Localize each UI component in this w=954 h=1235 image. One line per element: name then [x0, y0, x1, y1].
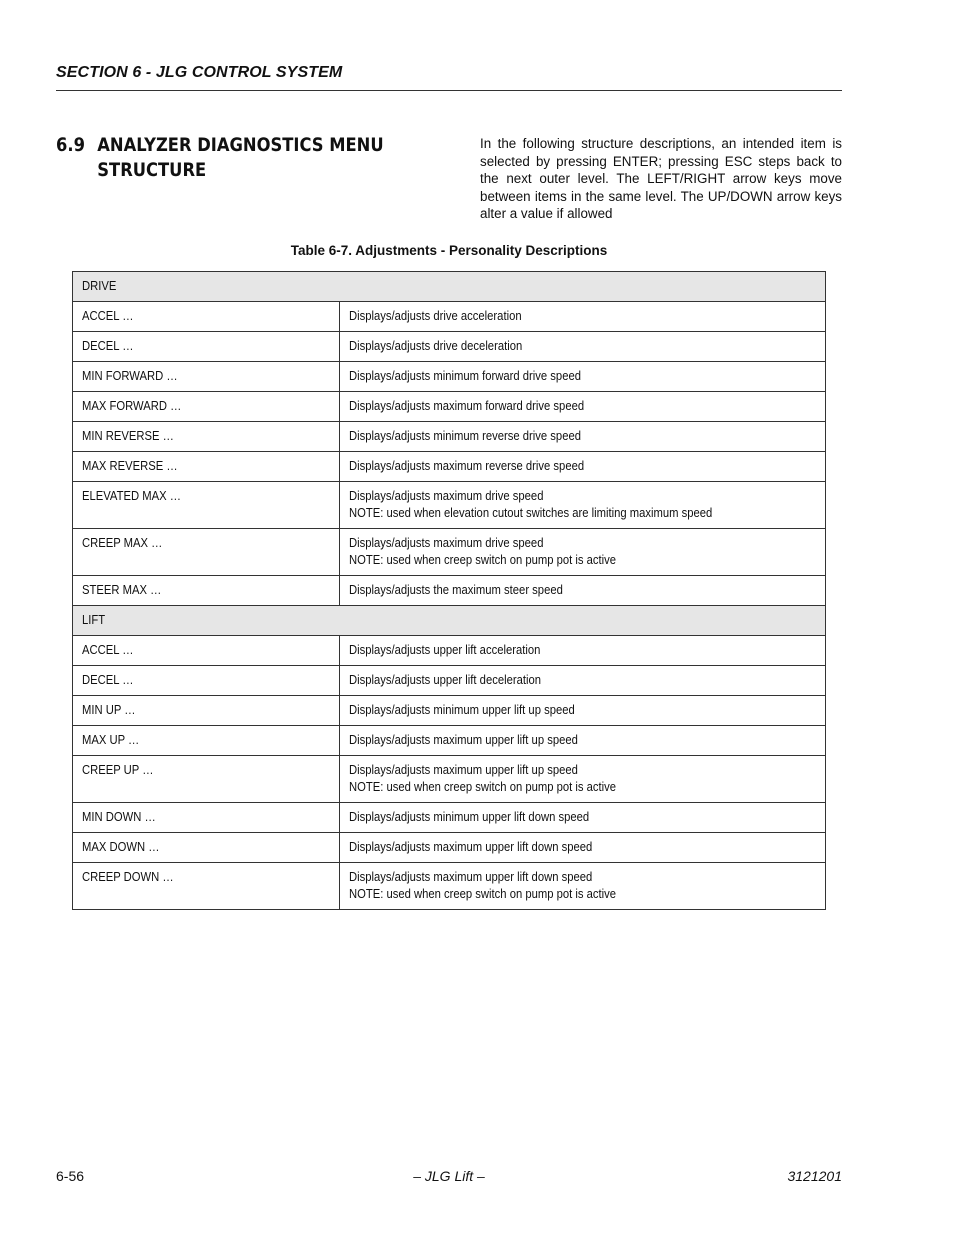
section-title: SECTION 6 - JLG CONTROL SYSTEM	[56, 64, 343, 81]
item-name: MIN FORWARD …	[82, 369, 178, 383]
item-description: Displays/adjusts maximum reverse drive speed	[349, 459, 585, 473]
item-description: Displays/adjusts the maximum steer speed	[349, 583, 563, 597]
section-heading	[56, 133, 400, 183]
item-description: Displays/adjusts minimum reverse drive speed	[349, 429, 581, 443]
table-row	[73, 422, 826, 452]
table-row	[73, 576, 826, 606]
section-header	[56, 64, 842, 91]
group-row-lift	[73, 606, 826, 636]
heading-line1: ANALYZER DIAGNOSTICS MENU	[97, 134, 384, 156]
table-row	[73, 392, 826, 422]
item-name: MIN DOWN …	[82, 810, 156, 824]
item-description: Displays/adjusts upper lift deceleration	[349, 673, 541, 687]
heading-line2: STRUCTURE	[97, 159, 207, 181]
table-row	[73, 863, 826, 910]
table-row	[73, 362, 826, 392]
item-description: Displays/adjusts minimum upper lift up speed	[349, 703, 575, 717]
adjustments-table-body	[73, 272, 826, 910]
item-name: CREEP DOWN …	[82, 870, 174, 884]
item-note: NOTE: used when creep switch on pump pot is active	[349, 887, 617, 901]
item-description: Displays/adjusts maximum upper lift up speed	[349, 733, 578, 747]
table-row	[73, 482, 826, 529]
group-row-drive	[73, 272, 826, 302]
heading-number: 6.9	[56, 134, 85, 156]
item-note: NOTE: used when elevation cutout switches are limiting maximum speed	[349, 506, 713, 520]
item-name: MIN UP …	[82, 703, 136, 717]
table-row	[73, 833, 826, 863]
item-name: MIN REVERSE …	[82, 429, 174, 443]
item-name: MAX FORWARD …	[82, 399, 182, 413]
item-name: DECEL …	[82, 339, 134, 353]
group-label-drive: DRIVE	[73, 272, 826, 302]
table-row	[73, 726, 826, 756]
item-name: ELEVATED MAX …	[82, 489, 181, 503]
item-name: MAX UP …	[82, 733, 140, 747]
page-number: 6-56	[56, 1168, 85, 1184]
table-row	[73, 666, 826, 696]
item-description: Displays/adjusts drive deceleration	[349, 339, 523, 353]
item-name: MAX REVERSE …	[82, 459, 178, 473]
item-name: CREEP UP …	[82, 763, 154, 777]
table-row	[73, 332, 826, 362]
table-row	[73, 696, 826, 726]
group-label-lift: LIFT	[73, 606, 826, 636]
table-row	[73, 636, 826, 666]
item-description: Displays/adjusts minimum upper lift down speed	[349, 810, 590, 824]
table-row	[73, 302, 826, 332]
table-row	[73, 756, 826, 803]
item-name: ACCEL …	[82, 643, 134, 657]
item-description: Displays/adjusts drive acceleration	[349, 309, 522, 323]
item-name: DECEL …	[82, 673, 134, 687]
item-name: MAX DOWN …	[82, 840, 160, 854]
item-name: CREEP MAX …	[82, 536, 163, 550]
table-row	[73, 452, 826, 482]
item-description: Displays/adjusts maximum drive speed	[349, 489, 544, 503]
adjustments-table	[72, 271, 826, 910]
item-description: Displays/adjusts maximum forward drive speed	[349, 399, 585, 413]
item-description: Displays/adjusts maximum upper lift down speed	[349, 840, 593, 854]
item-note: NOTE: used when creep switch on pump pot is active	[349, 553, 617, 567]
intro-paragraph: In the following structure descriptions, an intended item is selected by pressing ENTER; pressing ESC steps back to the next outer level. The LEFT/RIGHT arrow keys move between items in the same level. The UP/DOWN arrow keys alter a value if allowed	[480, 136, 842, 221]
footer-brand: – JLG Lift –	[413, 1168, 485, 1184]
table-row	[73, 529, 826, 576]
item-description: Displays/adjusts maximum drive speed	[349, 536, 544, 550]
table-row	[73, 803, 826, 833]
item-description: Displays/adjusts upper lift acceleration	[349, 643, 541, 657]
item-name: ACCEL …	[82, 309, 134, 323]
item-description: Displays/adjusts maximum upper lift up speed	[349, 763, 578, 777]
document-number: 3121201	[787, 1168, 842, 1184]
table-caption: Table 6-7. Adjustments - Personality Descriptions	[290, 243, 608, 258]
item-name: STEER MAX …	[82, 583, 162, 597]
item-description: Displays/adjusts maximum upper lift down speed	[349, 870, 593, 884]
item-note: NOTE: used when creep switch on pump pot is active	[349, 780, 617, 794]
item-description: Displays/adjusts minimum forward drive speed	[349, 369, 581, 383]
